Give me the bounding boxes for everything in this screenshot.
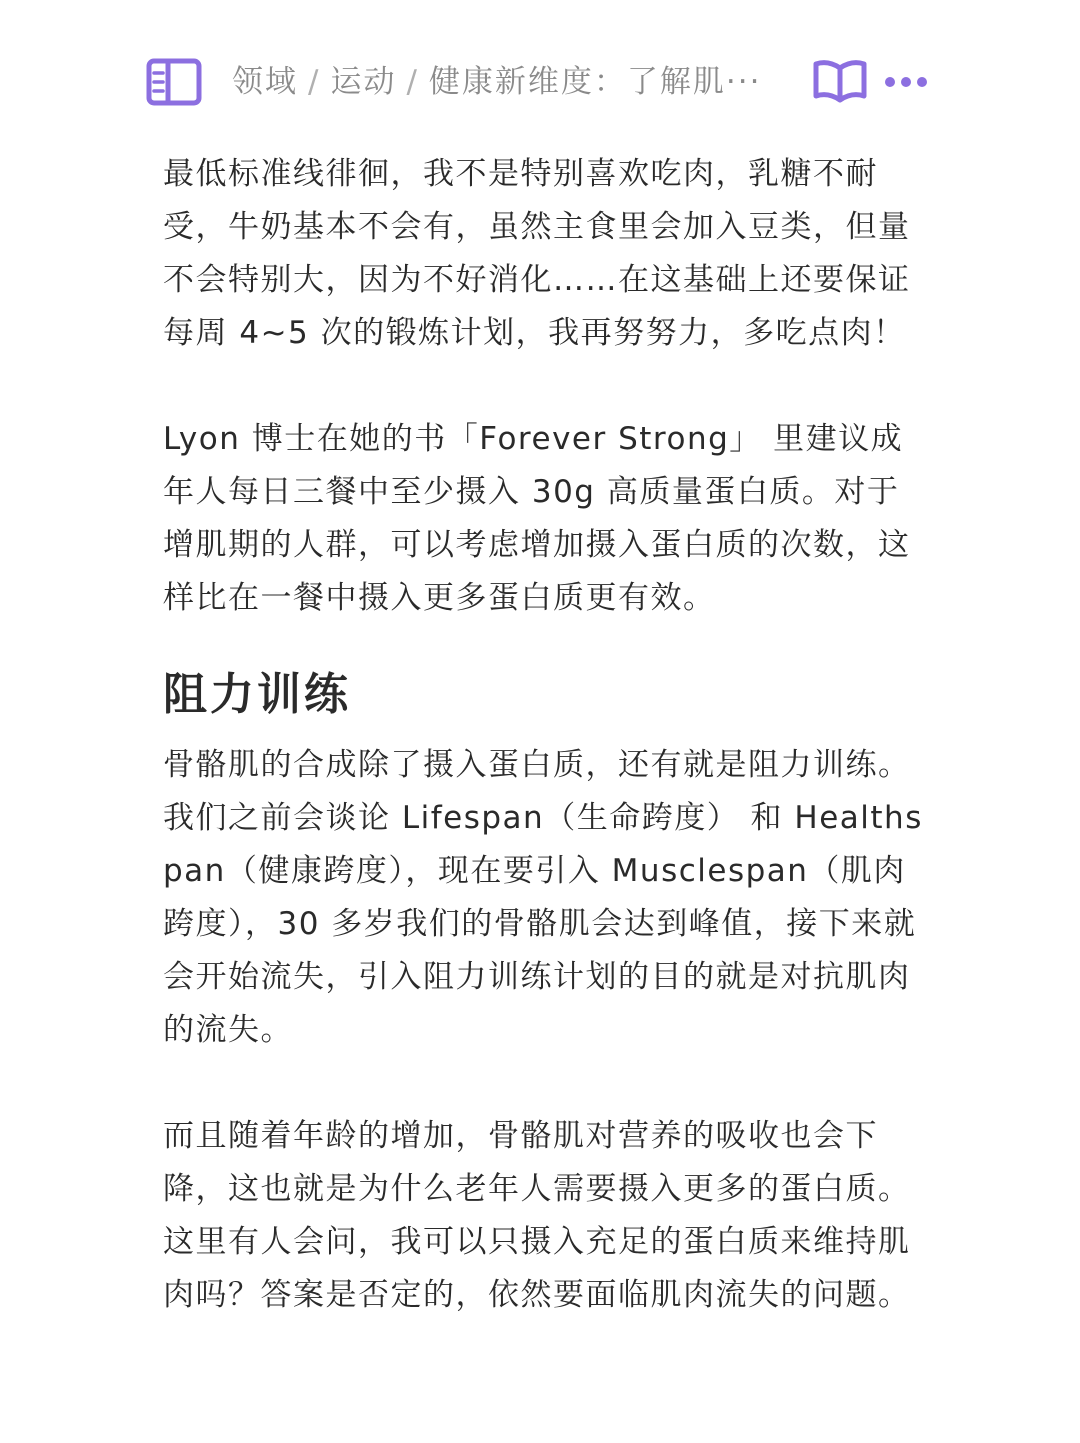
breadcrumb-separator: /	[308, 64, 321, 100]
book-open-icon[interactable]	[812, 56, 868, 108]
article-paragraph: 最低标准线徘徊，我不是特别喜欢吃肉，乳糖不耐受，牛奶基本不会有，虽然主食里会加入豆类，但量不会特别大，因为不好消化……在这基础上还要保证每周 4~5 次的锻炼计划，我再努努力，多吃点肉！	[163, 156, 911, 351]
breadcrumb-item-domain[interactable]: 领域	[232, 64, 298, 100]
breadcrumb-separator: /	[406, 64, 419, 100]
article-paragraph: 而且随着年龄的增加，骨骼肌对营养的吸收也会下降，这也就是为什么老年人需要摄入更多的蛋白质。这里有人会问，我可以只摄入充足的蛋白质来维持肌肉吗？答案是否定的，依然要面临肌肉流失的问题。	[163, 1118, 911, 1313]
more-horizontal-icon[interactable]	[884, 64, 928, 100]
sidebar-toggle-icon[interactable]	[146, 58, 202, 106]
article-paragraph: 骨骼肌的合成除了摄入蛋白质，还有就是阻力训练。我们之前会谈论 Lifespan（生命跨度） 和 Healthspan（健康跨度），现在要引入 Musclespan（肌肉跨度），30 多岁我们的骨骼肌会达到峰值，接下来就会开始流失，引入阻力训练计划的目的就是对抗肌肉的流失。	[163, 747, 923, 1048]
breadcrumb	[232, 56, 761, 108]
breadcrumb-item-sport[interactable]: 运动	[330, 64, 397, 100]
section-heading: 阻力训练	[163, 669, 351, 720]
article-body	[163, 148, 923, 1322]
article-paragraph: Lyon 博士在她的书「Forever Strong」 里建议成年人每日三餐中至少摄入 30g 高质量蛋白质。对于增肌期的人群，可以考虑增加摄入蛋白质的次数，这样比在一餐中摄入更多蛋白质更有效。	[163, 421, 911, 616]
top-bar	[0, 0, 1080, 150]
breadcrumb-item-current[interactable]: 健康新维度：了解肌···	[428, 64, 762, 100]
